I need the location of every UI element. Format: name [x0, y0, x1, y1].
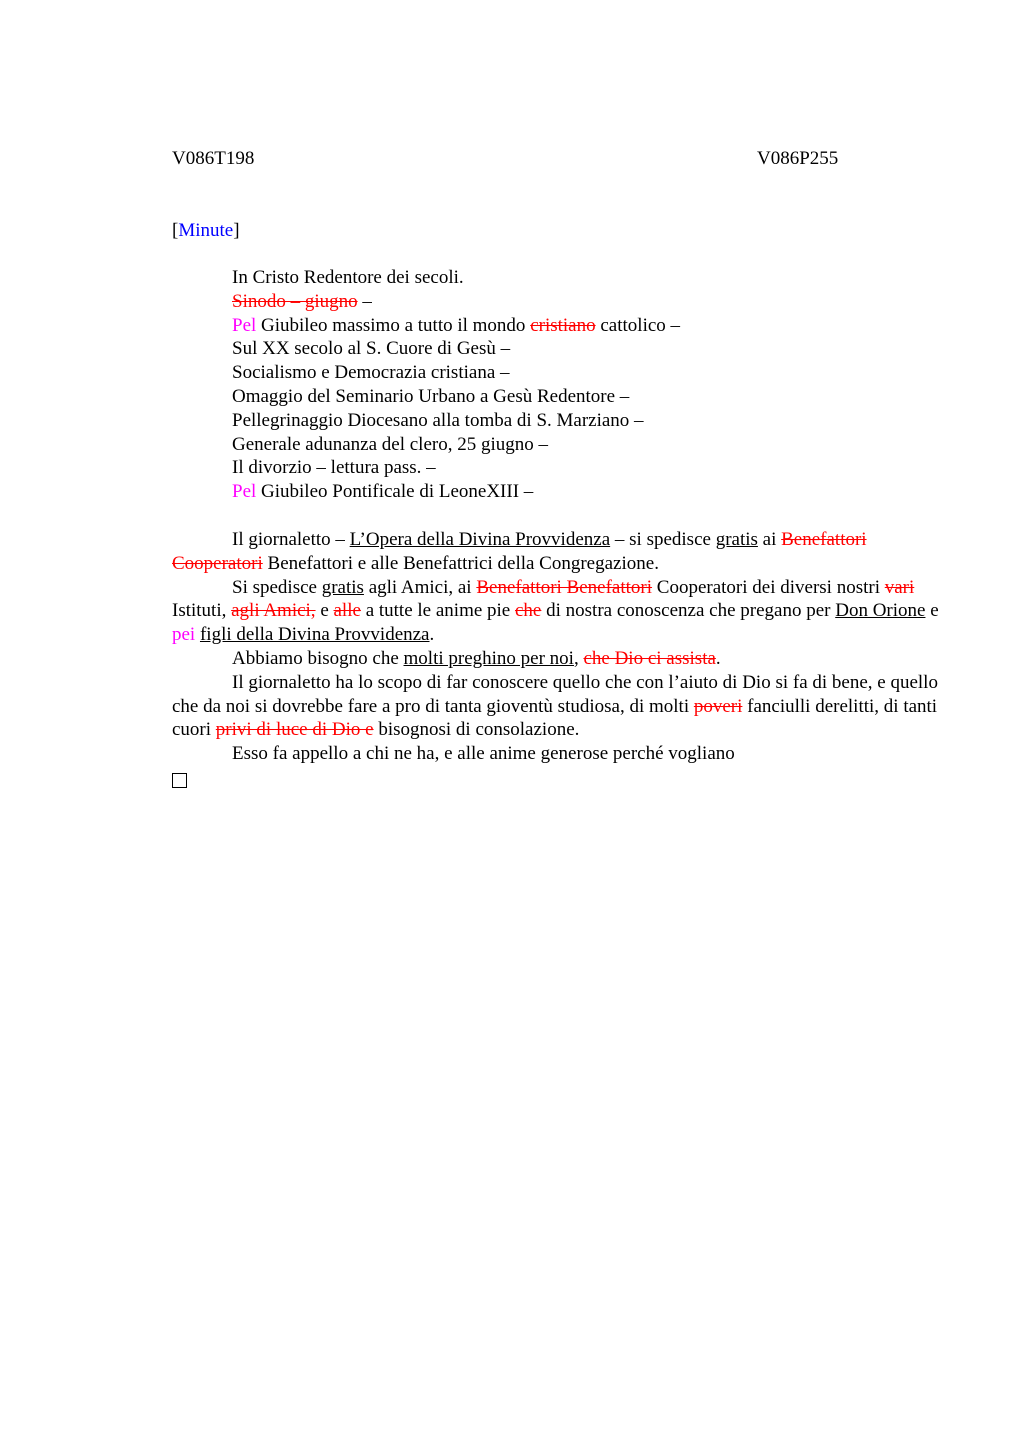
list-item: Il divorzio – lettura pass. – [232, 457, 436, 479]
text: agli Amici, ai [363, 576, 477, 598]
paragraph-3 [172, 647, 942, 671]
text: Il giornaletto – [232, 528, 350, 550]
text: Il giornaletto ha lo scopo di far conoscere quello che con l’aiuto di Dio si fa di bene, e quello che da noi si dovrebbe fare a pro di tanta gioventù studiosa, di molti [172, 671, 938, 717]
list-item: Socialismo e Democrazia cristiana – [232, 362, 510, 384]
list-item [232, 480, 872, 504]
text: bisognosi di consolazione. [373, 719, 580, 741]
paragraph-4 [172, 671, 942, 742]
deleted-text: che [515, 600, 542, 622]
deleted-text: che Dio ci assista [583, 647, 716, 669]
underlined-text: figli della Divina Provvidenza [199, 624, 430, 646]
inserted-text: pei [172, 624, 196, 646]
list-item-text: Giubileo massimo a tutto il mondo [256, 314, 531, 336]
paragraph-2 [172, 576, 942, 647]
section-label [172, 217, 872, 245]
underlined-text: Don Orione [835, 600, 926, 622]
deleted-text: vari [884, 576, 915, 598]
list-item: Pellegrinaggio Diocesano alla tomba di S. Marziano – [232, 409, 644, 431]
paragraph-1 [172, 528, 942, 576]
text: ai [757, 528, 782, 550]
list-item-text: Giubileo Pontificale di LeoneXIII – [256, 481, 534, 503]
document-code-left: V086T198 [172, 148, 255, 169]
deleted-text: privi di luce di Dio e [215, 719, 374, 741]
underlined-text: gratis [715, 528, 758, 550]
text: Esso fa appello a chi ne ha, e alle anime generose perché vogliano [232, 743, 735, 765]
list-item [232, 290, 872, 314]
list-item [232, 314, 872, 338]
deleted-text: agli Amici, [231, 600, 316, 622]
text: . [429, 624, 435, 646]
document-code-right: V086P255 [757, 148, 839, 169]
deleted-text: Benefattori Cooperatori [172, 528, 867, 574]
deleted-text: poveri [693, 695, 743, 717]
label-close-bracket: ] [233, 220, 240, 241]
end-marker [172, 766, 942, 795]
list-item-text: cattolico – [595, 314, 681, 336]
text: e [925, 600, 939, 622]
document-page [172, 145, 939, 795]
deleted-text: Benefattori Benefattori [476, 576, 653, 598]
body-text [172, 528, 942, 795]
list-item: Sul XX secolo al S. Cuore di Gesù – [232, 338, 511, 360]
inserted-text: Pel [232, 481, 257, 503]
deleted-text: cristiano [530, 314, 596, 336]
label-open-bracket: [ [172, 220, 179, 241]
text: e [315, 600, 334, 622]
text: – si spedisce [610, 528, 716, 550]
list-item: Omaggio del Seminario Urbano a Gesù Redentore – [232, 385, 630, 407]
text: Si spedisce [232, 576, 322, 598]
text: . [715, 647, 721, 669]
inserted-text: Pel [232, 314, 257, 336]
text: Benefattori e alle Benefattrici della Congregazione. [262, 552, 659, 574]
paragraph-5 [172, 742, 942, 766]
topics-list [172, 266, 872, 504]
text: , [573, 647, 584, 669]
page-header [172, 145, 872, 173]
text: Abbiamo bisogno che [232, 647, 404, 669]
text: Cooperatori dei diversi nostri [652, 576, 885, 598]
text: fanciulli derelitti, di tanti cuori [172, 695, 938, 741]
deleted-text: Sinodo – giugno [232, 290, 358, 312]
list-item-text: – [357, 290, 372, 312]
underlined-text: molti preghino per noi [403, 647, 574, 669]
list-item: In Cristo Redentore dei secoli. [232, 267, 464, 288]
box-icon [172, 773, 187, 788]
text: Istituti, [172, 600, 232, 622]
label-minute: Minute [178, 220, 234, 241]
underlined-text: gratis [321, 576, 364, 598]
underlined-text: L’Opera della Divina Provvidenza [349, 528, 611, 550]
text: a tutte le anime pie [360, 600, 515, 622]
deleted-text: alle [333, 600, 361, 622]
list-item: Generale adunanza del clero, 25 giugno – [232, 433, 549, 455]
text: di nostra conoscenza che pregano per [541, 600, 836, 622]
